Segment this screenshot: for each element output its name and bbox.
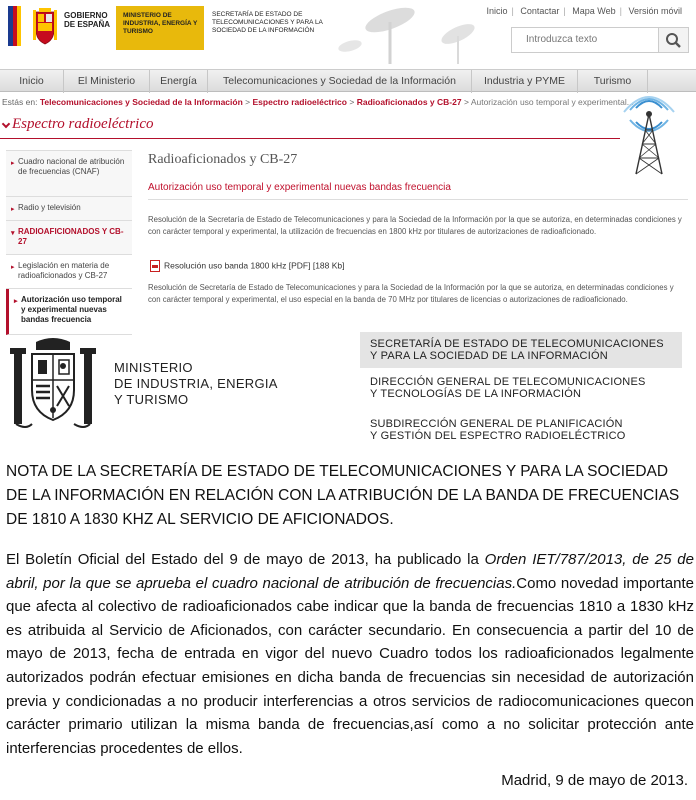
bullet-icon: ▸ — [14, 298, 18, 305]
search-icon — [659, 28, 689, 54]
sidebar-item-label: Radio y televisión — [18, 203, 81, 212]
nav-item-energia[interactable]: Energía — [150, 70, 208, 93]
letterhead-line: SECRETARÍA DE ESTADO DE TELECOMUNICACIONES — [370, 338, 664, 350]
pdf-download-link[interactable] — [150, 260, 345, 272]
secretaria-letterhead — [370, 338, 664, 362]
bullet-icon: ▸ — [11, 264, 15, 271]
nav-item-telecomunicaciones[interactable]: Telecomunicaciones y Sociedad de la Información — [208, 70, 472, 93]
pdf-icon — [150, 260, 160, 272]
nav-item-industria[interactable]: Industria y PYME — [472, 70, 578, 93]
chevron-icon — [2, 120, 10, 128]
resolucion-70mhz-text: Resolución de Secretaría de Estado de Telecomunicaciones y para la Sociedad de la Información por la que se autoriza, en determinadas condiciones y con carácter temporal y experimental, el uso especial en la banda de 70 MHz por titulares de licencias o autorizaciones de radioaficionado. — [148, 283, 674, 304]
ministerio-label: MINISTERIO DE INDUSTRIA, ENERGÍA Y TURISMO — [123, 12, 198, 35]
top-link-contactar[interactable]: Contactar — [520, 6, 560, 16]
letterhead-line: Y GESTIÓN DEL ESPECTRO RADIOELÉCTRICO — [370, 430, 626, 442]
bullet-icon: ▾ — [11, 230, 15, 237]
gobierno-shield-icon — [30, 6, 60, 48]
page-subtitle: Autorización uso temporal y experimental nuevas bandas frecuencia — [148, 182, 451, 193]
sidebar-item-cnaf[interactable] — [6, 151, 132, 197]
main-nav — [0, 69, 696, 92]
search-button[interactable] — [659, 27, 689, 53]
top-links: Inicio | Contactar | Mapa Web | Versión móvil — [482, 6, 686, 16]
nav-item-el-ministerio[interactable]: El Ministerio — [64, 70, 150, 93]
sidebar-item-label: RADIOAFICIONADOS Y CB-27 — [18, 227, 124, 246]
letterhead-line: MINISTERIO — [114, 360, 193, 375]
sidebar-item-legislacion[interactable] — [6, 255, 132, 289]
note-body — [6, 548, 694, 760]
ministerio-letterhead — [114, 360, 278, 408]
site-header — [0, 0, 696, 66]
resolucion-1800-text: Resolución de la Secretaría de Estado de Telecomunicaciones y para la Sociedad de la Información por la que se autoriza, en determinadas condiciones y con carácter temporal y experimental, la utilización de frecuencias en 1800 kHz por titulares de autorizaciones de radioaficionado. — [148, 215, 682, 236]
bullet-icon: ▸ — [11, 206, 15, 213]
letterhead-line: Y TURISMO — [114, 392, 189, 407]
nav-item-inicio[interactable]: Inicio — [0, 70, 64, 93]
radio-tower-icon — [614, 96, 684, 176]
content-divider — [148, 199, 688, 200]
sidebar-item-label: Cuadro nacional de atribución de frecuencias (CNAF) — [18, 157, 125, 176]
breadcrumb-link-telecom[interactable]: Telecomunicaciones y Sociedad de la Información — [39, 97, 243, 107]
subdireccion-letterhead — [370, 418, 626, 442]
letterhead-line: Y PARA LA SOCIEDAD DE LA INFORMACIÓN — [370, 350, 608, 362]
note-body-start: El Boletín Oficial del Estado del 9 de mayo de 2013, ha publicado la — [6, 551, 485, 568]
sidebar-item-radioaficionados[interactable] — [6, 221, 132, 255]
breadcrumb-current: Autorización uso temporal y experimental... — [470, 97, 634, 107]
orden-reference: Orden IET/787/2013, de 25 de abril, por la que se aprueba el cuadro nacional de atribución de frecuencias. — [6, 551, 694, 592]
secretaria-label: SECRETARÍA DE ESTADO DE TELECOMUNICACIONES Y PARA LA SOCIEDAD DE LA INFORMACIÓN — [212, 11, 323, 34]
search-input[interactable]: Introduzca texto — [511, 27, 659, 53]
letterhead-line: DIRECCIÓN GENERAL DE TELECOMUNICACIONES — [370, 376, 646, 388]
note-title: NOTA DE LA SECRETARÍA DE ESTADO DE TELECOMUNICACIONES Y PARA LA SOCIEDAD DE LA INFORMACIÓN EN RELACIÓN CON LA ATRIBUCIÓN DE LA BANDA DE FRECUENCIAS DE 1810 A 1830 KHZ AL SERVICIO DE AFICIONADOS. — [6, 463, 680, 528]
breadcrumb-prefix: Estás en: — [2, 97, 38, 107]
sidebar-item-label: Autorización uso temporal y experimental nuevas bandas frecuencia — [21, 295, 122, 324]
bullet-icon: ▸ — [11, 160, 15, 167]
pdf-link-label: Resolución uso banda 1800 kHz [PDF] [188 Kb] — [164, 260, 345, 271]
note-body-rest: Como novedad importante que afecta al colectivo de radioaficionados cabe indicar que la banda de frecuencias 1810 a 1830 kHz es atribuida al Servicio de Aficionados, con carácter secundario. En consecuencia a partir del 10 de mayo de 2013, fecha de entrada en vigor del nuevo Cuadro todos los radioaficionados legalmente autorizados podrán efectuar emisiones en dicha banda de frecuencias sin necesidad de autorización previa y condicionadas a no producir interferencias a otros servicios de radiocomunicaciones quecon carácter primario utilizan la misma banda de frecuencias,así como a no solicitar protección ante interferencias procedentes de ellos. — [6, 574, 694, 757]
nav-item-turismo[interactable]: Turismo — [578, 70, 648, 93]
page-title: Radioaficionados y CB-27 — [148, 152, 298, 167]
sidebar-nav — [6, 150, 132, 334]
sidebar-item-label: Legislación en materia de radioaficionados y CB-27 — [18, 261, 110, 280]
top-link-mapa-web[interactable]: Mapa Web — [572, 6, 616, 16]
satellite-dish-graphic — [330, 0, 500, 66]
section-title: Espectro radioeléctrico — [12, 116, 154, 132]
sidebar-item-autorizacion[interactable] — [6, 289, 132, 335]
sidebar-item-radio-tv[interactable] — [6, 197, 132, 221]
letterhead-line: SUBDIRECCIÓN GENERAL DE PLANIFICACIÓN — [370, 418, 623, 430]
coat-of-arms-icon — [8, 338, 98, 434]
breadcrumb-link-radioaficionados[interactable]: Radioaficionados y CB-27 — [356, 97, 462, 107]
top-link-inicio[interactable]: Inicio — [486, 6, 508, 16]
note-date: Madrid, 9 de mayo de 2013. — [501, 772, 688, 789]
gobierno-label: GOBIERNO DE ESPAÑA — [64, 11, 111, 29]
breadcrumb: Estás en: Telecomunicaciones y Sociedad de la Información > Espectro radioeléctrico > Radioaficionados y CB-27 > Autorización uso temporal y experimental... — [2, 97, 634, 107]
letterhead-line: DE INDUSTRIA, ENERGIA — [114, 376, 278, 391]
letterhead-line: Y TECNOLOGÍAS DE LA INFORMACIÓN — [370, 388, 582, 400]
top-link-version-movil[interactable]: Versión móvil — [628, 6, 682, 16]
direccion-letterhead — [370, 376, 646, 400]
breadcrumb-link-espectro[interactable]: Espectro radioeléctrico — [252, 97, 347, 107]
section-divider — [0, 138, 620, 139]
